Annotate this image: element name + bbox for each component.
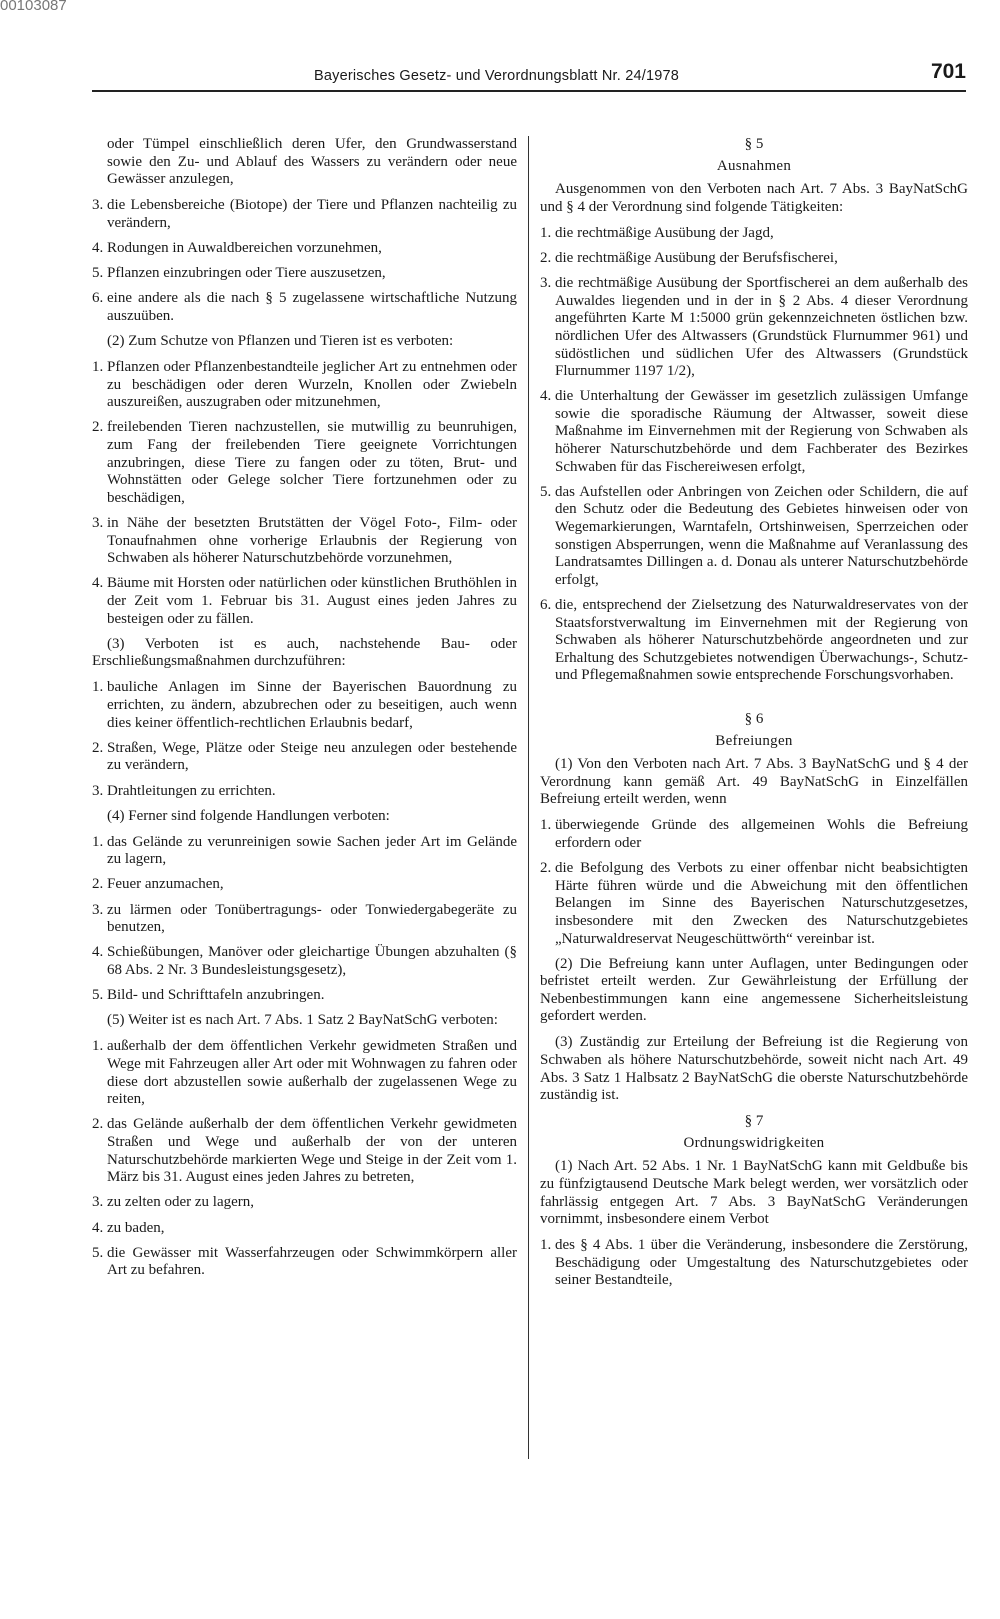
list-item: 2. Straßen, Wege, Plätze oder Steige neu anzulegen oder bestehende zu verändern, <box>92 739 517 774</box>
list-item: 6. eine andere als die nach § 5 zugelassene wirtschaftliche Nutzung auszuüben. <box>92 290 517 324</box>
section-5-title: Ausnahmen <box>716 157 792 174</box>
list-item: 6. die, entsprechend der Zielsetzung des Naturwaldreservates von der Staatsforstverwaltung im Einvernehmen mit der Regierung von Schwaben als höherer Naturschutzbehörde angeordneten und zur Erhaltung des Schutzgebietes notwendigen Überwachungs-, Schutz- und Pflegemaßnahmen sowie entsprechende Forschungsvorhaben. <box>540 597 968 684</box>
left-column <box>92 136 517 1287</box>
list-item: 2. die Befolgung des Verbots zu einer offenbar nicht beabsichtigten Härte führen würde und die Abweichung mit den öffentlichen Belangen im Sinne des Bayerischen Naturschutzgesetzes, insbesondere mit den Zwecken des Naturschutzgebietes „Naturwaldreservat Neugeschüttwörth“ vereinbar ist. <box>540 860 968 947</box>
list-item: 2. Feuer anzumachen, <box>92 876 224 893</box>
list-item: 5. Bild- und Schrifttafeln anzubringen. <box>92 987 325 1004</box>
list-item: 1. Pflanzen oder Pflanzenbestandteile jeglicher Art zu entnehmen oder zu beschädigen oder deren Wurzeln, Knollen oder Zwiebeln auszureißen, auszugraben oder mitzunehmen, <box>92 359 517 411</box>
list-item: 3. die rechtmäßige Ausübung der Sportfischerei an dem außerhalb des Auwaldes liegenden und in der in § 2 Abs. 4 dieser Verordnung angeführten Karte M 1:5000 grün gekennzeichneten östlichen bzw. nördlichen Ufer des Altwassers (Grundstück Flurnummer 961) und südöstlichen und südlichen Ufer des Altwassers (Grundstück Flurnummer 1197 1/2), <box>540 275 968 380</box>
list-item: 1. außerhalb der dem öffentlichen Verkehr gewidmeten Straßen und Wege mit Fahrzeugen aller Art oder mit Wohnwagen zu fahren oder diese dort abzustellen sowie außerhalb der zugelassenen Wege zu reiten, <box>92 1038 517 1108</box>
list-item: 5. die Gewässer mit Wasserfahrzeugen oder Schwimmkörpern aller Art zu befahren. <box>92 1244 517 1279</box>
list-item: 2. die rechtmäßige Ausübung der Berufsfischerei, <box>540 249 838 266</box>
list-item: 4. zu baden, <box>92 1219 165 1236</box>
page-number: 701 <box>930 60 966 83</box>
section-7-paragraph-1: (1) Nach Art. 52 Abs. 1 Nr. 1 BayNatSchG kann mit Geldbuße bis zu fünfzigtausend Deutsche Mark belegt werden, wer vorsätzlich oder fahrlässig entgegen Art. 7 Abs. 3 BayNatSchG Veränderungen vornimmt, insbesondere einem Verbot <box>540 1158 968 1228</box>
continued-item-text: oder Tümpel einschließlich deren Ufer, den Grundwasserstand sowie den Zu- und Ablauf des Wassers zu verändern oder neue Gewässer anzulegen, <box>107 136 517 188</box>
list-item: 1. bauliche Anlagen im Sinne der Bayerischen Bauordnung zu errichten, zu ändern, abzubrechen oder zu beseitigen, auch wenn dies keiner öffentlich-rechtlichen Erlaubnis bedarf, <box>92 679 517 731</box>
column-divider <box>528 136 529 1459</box>
list-item: 1. die rechtmäßige Ausübung der Jagd, <box>540 224 774 241</box>
paragraph-5: (5) Weiter ist es nach Art. 7 Abs. 1 Satz 2 BayNatSchG verboten: <box>107 1012 498 1029</box>
list-item: 5. das Aufstellen oder Anbringen von Zeichen oder Schildern, die auf den Schutz oder die Bedeutung des Gebietes hinweisen oder von Wegemarkierungen, Warntafeln, Ortshinweisen, Sperrzeichen oder sonstigen Absperrungen, wenn die Maßnahme auf Veranlassung des Landratsamtes Dillingen a. d. Donau als unterer Naturschutzbehörde erfolgt, <box>540 483 968 588</box>
exemption-list <box>540 817 968 948</box>
list-item: 3. in Nähe der besetzten Brutstätten der Vögel Foto-, Film- oder Tonaufnahmen ohne vorherige Erlaubnis der Regierung von Schwaben als höherer Naturschutzbehörde vorzunehmen, <box>92 515 517 567</box>
prohibition-list-2 <box>92 359 517 628</box>
paragraph-3: (3) Verboten ist es auch, nachstehende Bau- oder Erschließungsmaßnahmen durchzuführen: <box>92 635 517 670</box>
list-item: 3. die Lebensbereiche (Biotope) der Tiere und Pflanzen nachteilig zu verändern, <box>92 197 517 231</box>
offence-list <box>540 1237 968 1290</box>
list-item: 3. Drahtleitungen zu errichten. <box>92 782 276 799</box>
list-item: 3. zu lärmen oder Tonübertragungs- oder Tonwiedergabegeräte zu benutzen, <box>92 901 517 936</box>
page-header <box>92 60 966 92</box>
exception-list <box>540 225 968 685</box>
list-item: 1. überwiegende Gründe des allgemeinen Wohls die Befreiung erfordern oder <box>540 817 968 851</box>
section-5-intro: Ausgenommen von den Verboten nach Art. 7 Abs. 3 BayNatSchG und § 4 der Verordnung sind folgende Tätigkeiten: <box>540 181 968 215</box>
list-item: 2. freilebenden Tieren nachzustellen, sie mutwillig zu beunruhigen, zum Fang der freilebenden Tiere geeignete Vorrichtungen anzubringen, diese Tiere zu fangen oder zu töten, Brut- und Wohnstätten oder Gelege solcher Tiere fortzunehmen oder zu beschädigen, <box>92 419 517 506</box>
list-item: 3. zu zelten oder zu lagern, <box>92 1194 255 1211</box>
list-item: 1. das Gelände zu verunreinigen sowie Sachen jeder Art im Gelände zu lagern, <box>92 833 517 868</box>
section-6-paragraph-2: (2) Die Befreiung kann unter Auflagen, unter Bedingungen oder befristet erteilt werden. Zur Gewährleistung der Erfüllung der Nebenbestimmungen kann eine angemessene Sicherheitsleistung gefordert werden. <box>540 955 968 1025</box>
section-6-title: Befreiungen <box>715 732 793 749</box>
prohibition-list-5 <box>92 1038 517 1280</box>
paragraph-2: (2) Zum Schutze von Pflanzen und Tieren ist es verboten: <box>107 333 454 350</box>
section-6-paragraph-3: (3) Zuständig zur Erteilung der Befreiung ist die Regierung von Schwaben als höhere Naturschutzbehörde, soweit nicht nach Art. 49 Abs. 3 Satz 1 Halbsatz 2 BayNatSchG die oberste Naturschutzbehörde zuständig ist. <box>540 1034 968 1104</box>
list-item: 4. Schießübungen, Manöver oder gleichartige Übungen abzuhalten (§ 68 Abs. 2 Nr. 3 Bundesleistungsgesetz), <box>92 944 517 979</box>
section-6-paragraph-1: (1) Von den Verboten nach Art. 7 Abs. 3 BayNatSchG und § 4 der Verordnung kann gemäß Art. 49 BayNatSchG in Einzelfällen Befreiung erteilt werden, wenn <box>540 756 968 808</box>
prohibition-list-3 <box>92 679 517 800</box>
list-item: 1. des § 4 Abs. 1 über die Veränderung, insbesondere die Zerstörung, Beschädigung oder Umgestaltung des Naturschutzgebietes oder seiner Bestandteile, <box>540 1237 968 1289</box>
section-5-number: § 5 <box>744 136 764 152</box>
prohibition-list-1 <box>92 197 517 325</box>
list-item: 4. die Unterhaltung der Gewässer im gesetzlich zulässigen Umfange sowie die sporadische Räumung der Altwasser, soweit diese Maßnahme im Einvernehmen mit der Regierung von Schwaben als höherer Naturschutzbehörde und dem Fachberater des Bezirkes Schwaben für das Fischereiwesen erfolgt, <box>540 388 968 475</box>
list-item: 4. Rodungen in Auwaldbereichen vorzunehmen, <box>92 239 382 256</box>
prohibition-list-4 <box>92 834 517 1005</box>
list-item: 2. das Gelände außerhalb der dem öffentlichen Verkehr gewidmeten Straßen und Wege und außerhalb der von der unteren Naturschutzbehörde markierten Wege und Steige in der Zeit vom 1. März bis 31. August eines jeden Jahres zu betreten, <box>92 1116 517 1186</box>
right-column <box>540 136 968 1298</box>
section-7-number: § 7 <box>744 1113 764 1130</box>
list-item: 4. Bäume mit Horsten oder natürlichen oder künstlichen Bruthöhlen in der Zeit vom 1. Februar bis 31. August eines jeden Jahres zu besteigen oder zu fällen. <box>92 575 517 627</box>
journal-title: Bayerisches Gesetz- und Verordnungsblatt Nr. 24/1978 <box>314 68 680 84</box>
section-6-number: § 6 <box>744 710 764 727</box>
paragraph-4: (4) Ferner sind folgende Handlungen verboten: <box>107 807 390 824</box>
list-item: 5. Pflanzen einzubringen oder Tiere auszusetzen, <box>92 265 386 282</box>
section-7-title: Ordnungswidrigkeiten <box>683 1134 825 1151</box>
archive-stamp: 00103087 <box>0 0 67 14</box>
